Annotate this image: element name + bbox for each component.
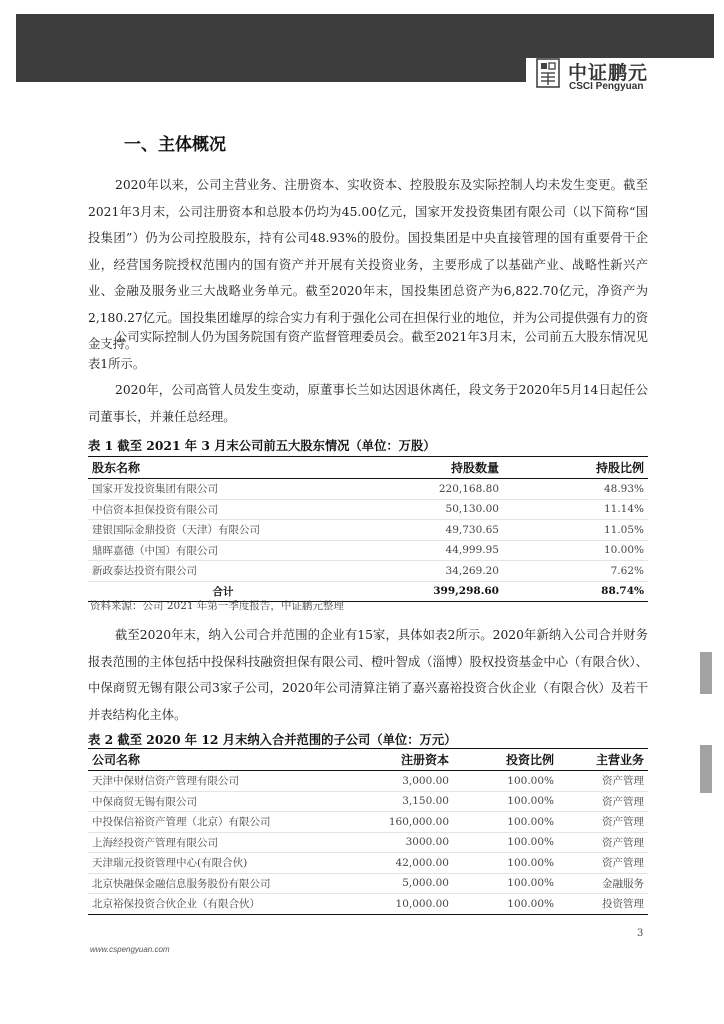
- cell-ratio: 100.00%: [453, 791, 558, 812]
- cell-shares: 44,999.95: [358, 540, 503, 561]
- cell-business: 资产管理: [558, 832, 648, 853]
- cell-capital: 42,000.00: [353, 853, 453, 874]
- table-row: [88, 771, 648, 792]
- cell-ratio: 100.00%: [453, 771, 558, 792]
- table-header-row: [88, 749, 648, 771]
- table-row: [88, 561, 648, 582]
- cell-ratio: 10.00%: [503, 540, 648, 561]
- cell-company: 中保商贸无锡有限公司: [88, 791, 353, 812]
- cell-company: 天津中保财信资产管理有限公司: [88, 771, 353, 792]
- logo-text-en: CSCI Pengyuan: [569, 81, 644, 92]
- cell-company: 天津瑞元投资管理中心(有限合伙): [88, 853, 353, 874]
- cell-business: 资产管理: [558, 791, 648, 812]
- cell-shares: 50,130.00: [358, 499, 503, 520]
- scan-artifact: [700, 745, 712, 793]
- header-main-business: 主营业务: [558, 749, 648, 771]
- paragraph-consolidation: 截至2020年末，纳入公司合并范围的企业有15家，具体如表2所示。2020年新纳入公司合并财务报表范围的主体包括中投保科技融资担保有限公司、橙叶智成（淄博）股权投资基金中心（有限合伙）、中保商贸无锡有限公司3家子公司，2020年公司清算注销了嘉兴嘉裕投资合伙企业（有限合伙）及若干并表结构化主体。: [88, 628, 648, 722]
- scan-artifact: [700, 652, 712, 694]
- cell-business: 资产管理: [558, 853, 648, 874]
- cell-total-label: 合计: [88, 581, 358, 602]
- cell-ratio: 100.00%: [453, 873, 558, 894]
- header-registered-capital: 注册资本: [353, 749, 453, 771]
- header-share-ratio: 持股比例: [503, 457, 648, 479]
- cell-capital: 160,000.00: [353, 812, 453, 833]
- paragraph-controller: 公司实际控制人仍为国务院国有资产监督管理委员会。截至2021年3月末，公司前五大股东情况见表1所示。: [88, 330, 648, 371]
- cell-business: 资产管理: [558, 771, 648, 792]
- cell-business: 资产管理: [558, 812, 648, 833]
- cell-ratio: 7.62%: [503, 561, 648, 582]
- cell-ratio: 48.93%: [503, 479, 648, 500]
- table-row: [88, 479, 648, 500]
- cell-ratio: 11.05%: [503, 520, 648, 541]
- cell-name: 中信资本担保投资有限公司: [88, 499, 358, 520]
- cell-capital: 5,000.00: [353, 873, 453, 894]
- table-row: [88, 873, 648, 894]
- cell-ratio: 100.00%: [453, 832, 558, 853]
- cell-capital: 3,150.00: [353, 791, 453, 812]
- cell-company: 北京快融保金融信息服务股份有限公司: [88, 873, 353, 894]
- cell-capital: 3000.00: [353, 832, 453, 853]
- cell-business: 金融服务: [558, 873, 648, 894]
- paragraph-overview: 2020年以来，公司主营业务、注册资本、实收资本、控股股东及实际控制人均未发生变更。截至2021年3月末，公司注册资本和总股本仍均为45.00亿元，国家开发投资集团有限公司（以下简称“国投集团”）仍为公司控股股东，持有公司48.93%的股份。国投集团是中央直接管理的国有重要骨干企业，经营国务院授权范围内的国有资产并开展有关投资业务，主要形成了以基础产业、战略性新兴产业、金融及服务业三大战略业务单元。截至2020年末，国投集团总资产为6,822.70亿元，净资产为2,180.27亿元。国投集团雄厚的综合实力有利于强化公司在担保行业的地位，并为公司提供强有力的资金支持。: [88, 178, 648, 351]
- cell-name: 新政泰达投资有限公司: [88, 561, 358, 582]
- logo-mark-icon: [536, 58, 560, 88]
- table1-caption: 表 1 截至 2021 年 3 月末公司前五大股东情况（单位：万股）: [88, 438, 436, 453]
- cell-shares: 220,168.80: [358, 479, 503, 500]
- paragraph-management: 2020年，公司高管人员发生变动，原董事长兰如达因退休离任，段文务于2020年5月14日起任公司董事长，并兼任总经理。: [88, 383, 648, 424]
- header-shareholder-name: 股东名称: [88, 457, 358, 479]
- cell-total-ratio: 88.74%: [503, 581, 648, 602]
- cell-company: 中投保信裕资产管理（北京）有限公司: [88, 812, 353, 833]
- section-title: 一、主体概况: [124, 135, 226, 155]
- cell-shares: 34,269.20: [358, 561, 503, 582]
- cell-shares: 49,730.65: [358, 520, 503, 541]
- cell-company: 上海经投资产管理有限公司: [88, 832, 353, 853]
- logo-text-cn: 中证鹏元: [568, 62, 649, 84]
- company-logo: [526, 58, 716, 98]
- cell-name: 鼎晖嘉德（中国）有限公司: [88, 540, 358, 561]
- table-row: [88, 894, 648, 915]
- cell-business: 投资管理: [558, 894, 648, 915]
- table-row: [88, 499, 648, 520]
- cell-ratio: 100.00%: [453, 853, 558, 874]
- header-share-count: 持股数量: [358, 457, 503, 479]
- table1-source-note: 资料来源：公司 2021 年第一季度报告，中证鹏元整理: [90, 600, 344, 612]
- subsidiary-table: [88, 748, 648, 915]
- cell-name: 国家开发投资集团有限公司: [88, 479, 358, 500]
- cell-capital: 3,000.00: [353, 771, 453, 792]
- table-row: [88, 853, 648, 874]
- shareholder-table: [88, 456, 648, 602]
- cell-ratio: 100.00%: [453, 812, 558, 833]
- cell-ratio: 100.00%: [453, 894, 558, 915]
- table-row: [88, 791, 648, 812]
- header-investment-ratio: 投资比例: [453, 749, 558, 771]
- footer-url: www.cspengyuan.com: [90, 945, 170, 954]
- table2-caption: 表 2 截至 2020 年 12 月末纳入合并范围的子公司（单位：万元）: [88, 732, 457, 747]
- table-row: [88, 520, 648, 541]
- table-row: [88, 832, 648, 853]
- cell-ratio: 11.14%: [503, 499, 648, 520]
- header-company-name: 公司名称: [88, 749, 353, 771]
- cell-total-shares: 399,298.60: [358, 581, 503, 602]
- page-number: 3: [637, 928, 644, 939]
- cell-capital: 10,000.00: [353, 894, 453, 915]
- cell-name: 建银国际金鼎投资（天津）有限公司: [88, 520, 358, 541]
- cell-company: 北京裕保投资合伙企业（有限合伙）: [88, 894, 353, 915]
- table-row: [88, 540, 648, 561]
- table-row: [88, 812, 648, 833]
- table-header-row: [88, 457, 648, 479]
